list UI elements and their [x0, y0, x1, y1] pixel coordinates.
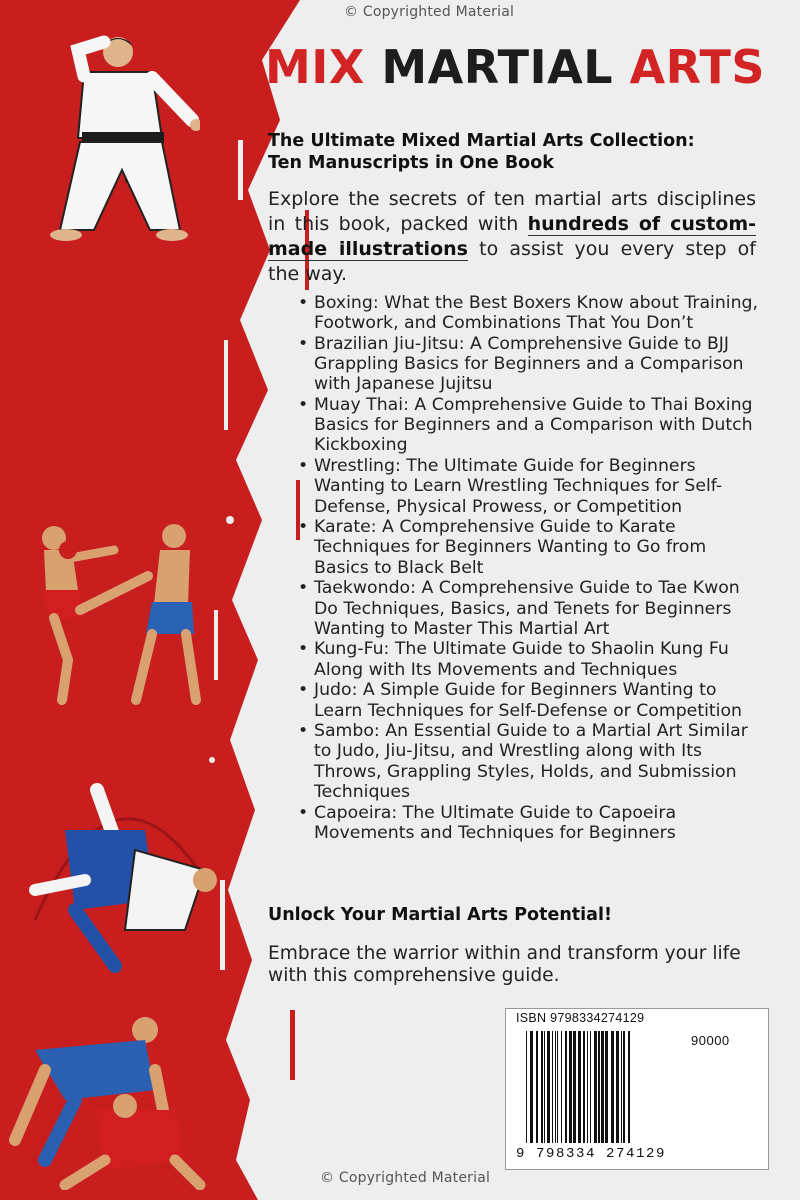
unlock-heading: Unlock Your Martial Arts Potential! — [268, 905, 612, 925]
barcode-bar — [573, 1031, 576, 1143]
manuscript-list-item — [298, 721, 760, 802]
barcode-bar — [552, 1031, 553, 1143]
barcode-bar — [583, 1031, 585, 1143]
barcode-bar — [569, 1031, 572, 1143]
barcode-bar — [590, 1031, 591, 1143]
manuscript-title: Wrestling: The Ultimate Guide for Beginners Wanting to Learn Wrestling Techniques for Self-Defense, Physical Prowess, or Competition — [314, 456, 723, 517]
intro-paragraph — [268, 187, 756, 287]
barcode-bar — [565, 1031, 567, 1143]
manuscript-title: Taekwondo: A Comprehensive Guide to Tae Kwon Do Techniques, Basics, and Tenets for Beginners Wanting to Master This Martial Art — [314, 578, 740, 639]
manuscript-title: Judo: A Simple Guide for Beginners Wanting to Learn Techniques for Self-Defense or Competition — [314, 680, 742, 721]
barcode-bar — [541, 1031, 543, 1143]
bullet-icon: • — [298, 721, 309, 742]
barcode-bar — [555, 1031, 556, 1143]
intro-highlight: hundreds of custom-made illustrations — [268, 213, 757, 260]
barcode-bar — [547, 1031, 550, 1143]
barcode-bar — [536, 1031, 538, 1143]
muay-thai-fighters-icon — [18, 510, 213, 720]
bullet-icon: • — [298, 293, 309, 313]
intro-text-end: to assist you every step of the way. — [268, 238, 756, 285]
title-word-arts: ARTS — [629, 40, 765, 94]
barcode-bar — [621, 1031, 622, 1143]
manuscript-list — [298, 293, 760, 843]
price-code: 90000 — [691, 1033, 730, 1048]
manuscript-title: Brazilian Jiu-Jitsu: A Comprehensive Guide to BJJ Grappling Basics for Beginners and a Comparison with Japanese Jujitsu — [314, 333, 744, 395]
manuscript-title: Karate: A Comprehensive Guide to Karate Techniques for Beginners Wanting to Go from Basics to Black Belt — [314, 517, 707, 578]
manuscript-title: Kung-Fu: The Ultimate Guide to Shaolin Kung Fu Along with Its Movements and Techniques — [314, 639, 729, 680]
judo-throw-icon — [15, 770, 220, 975]
bullet-icon: • — [298, 456, 309, 477]
title-word-martial: MARTIAL — [381, 40, 614, 94]
bullet-icon: • — [298, 517, 309, 538]
bullet-icon: • — [298, 395, 309, 416]
manuscript-list-item — [298, 639, 760, 679]
barcode-bar — [611, 1031, 614, 1143]
barcode-bar — [587, 1031, 588, 1143]
bullet-icon: • — [298, 680, 309, 701]
manuscript-title: Boxing: What the Best Boxers Know about Training, Footwork, and Combinations That You Don’t — [314, 293, 759, 334]
barcode-bar — [530, 1031, 533, 1143]
book-subtitle — [268, 130, 748, 174]
title-word-mix: MIX — [265, 40, 365, 94]
isbn-barcode-box — [505, 1008, 769, 1170]
subtitle-line-1: The Ultimate Mixed Martial Arts Collection: — [268, 131, 695, 151]
barcode-icon — [526, 1031, 686, 1147]
barcode-bar — [544, 1031, 545, 1143]
barcode-bar — [578, 1031, 581, 1143]
manuscript-title: Sambo: An Essential Guide to a Martial Art Similar to Judo, Jiu-Jitsu, and Wrestling along with Its Throws, Grappling Styles, Holds, and Submission Techniques — [314, 721, 748, 802]
manuscript-list-item — [298, 578, 760, 639]
subtitle-line-2: Ten Manuscripts in One Book — [268, 153, 554, 173]
copyright-watermark-bottom: © Copyrighted Material — [320, 1170, 491, 1186]
barcode-bar — [623, 1031, 625, 1143]
manuscript-list-item — [298, 803, 760, 843]
wrestling-icon — [5, 1010, 210, 1190]
closing-paragraph: Embrace the warrior within and transform your life with this comprehensive guide. — [268, 943, 741, 986]
manuscript-list-item — [298, 293, 760, 333]
barcode-bar — [594, 1031, 597, 1143]
bullet-icon: • — [298, 578, 309, 599]
barcode-digits: 9 798334 274129 — [516, 1146, 667, 1162]
isbn-label: ISBN 9798334274129 — [516, 1011, 645, 1025]
barcode-bar — [561, 1031, 562, 1143]
manuscript-list-item — [298, 334, 760, 395]
bullet-icon: • — [298, 802, 309, 823]
manuscript-title: Muay Thai: A Comprehensive Guide to Thai Boxing Basics for Beginners and a Comparison with Dutch Kickboxing — [314, 395, 753, 456]
bullet-icon: • — [298, 639, 309, 660]
barcode-bar — [628, 1031, 630, 1143]
manuscript-list-item — [298, 456, 760, 517]
barcode-bar — [526, 1031, 527, 1143]
barcode-bar — [601, 1031, 604, 1143]
book-title — [265, 40, 765, 94]
barcode-bar — [605, 1031, 608, 1143]
manuscript-title: Capoeira: The Ultimate Guide to Capoeira Movements and Techniques for Beginners — [314, 802, 677, 843]
copyright-watermark-top: © Copyrighted Material — [344, 4, 515, 20]
barcode-bar — [616, 1031, 619, 1143]
manuscript-list-item — [298, 395, 760, 456]
barcode-bar — [598, 1031, 600, 1143]
manuscript-list-item — [298, 680, 760, 720]
bullet-icon: • — [298, 333, 309, 354]
intro-text-start: Explore the secrets of ten martial arts disciplines in this book, packed with — [268, 188, 756, 235]
barcode-bar — [557, 1031, 558, 1143]
manuscript-list-item — [298, 517, 760, 578]
karate-fighter-icon — [20, 30, 200, 255]
